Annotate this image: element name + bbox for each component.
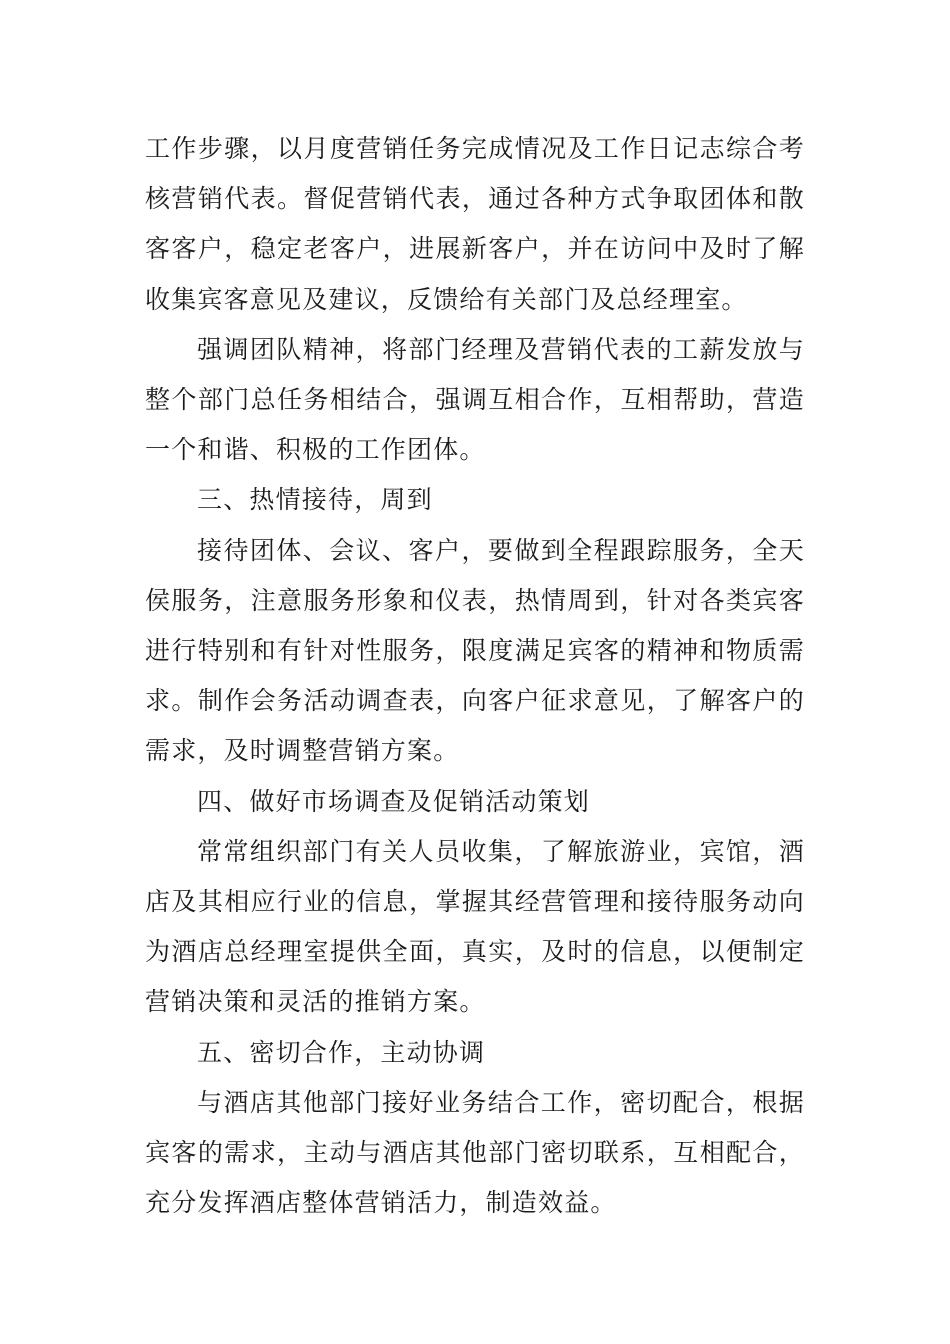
section-heading-market-research: 四、做好市场调查及促销活动策划 — [197, 786, 591, 816]
document-body — [145, 124, 805, 1228]
paragraph-work-steps: 工作步骤，以月度营销任务完成情况及工作日记志综合考核营销代表。督促营销代表，通过各种方式争取团体和散客客户，稳定老客户，进展新客户，并在访问中及时了解收集宾客意见及建议，反馈给有关部门及总经理室。 — [145, 134, 805, 314]
section-heading-reception: 三、热情接待，周到 — [197, 485, 433, 515]
paragraph-cooperation: 与酒店其他部门接好业务结合工作，密切配合，根据宾客的需求，主动与酒店其他部门密切联系，互相配合，充分发挥酒店整体营销活力，制造效益。 — [145, 1087, 805, 1218]
paragraph-market-research: 常常组织部门有关人员收集，了解旅游业，宾馆，酒店及其相应行业的信息，掌握其经营管理和接待服务动向为酒店总经理室提供全面，真实，及时的信息，以便制定营销决策和灵活的推销方案。 — [145, 836, 805, 1017]
paragraph-reception: 接待团体、会议、客户，要做到全程跟踪服务，全天侯服务，注意服务形象和仪表，热情周到，针对各类宾客进行特别和有针对性服务，限度满足宾客的精神和物质需求。制作会务活动调查表，向客户征求意见，了解客户的需求，及时调整营销方案。 — [145, 535, 805, 766]
section-heading-cooperation: 五、密切合作，主动协调 — [197, 1037, 486, 1067]
paragraph-team-spirit: 强调团队精神，将部门经理及营销代表的工薪发放与整个部门总任务相结合，强调互相合作，互相帮助，营造一个和谐、积极的工作团体。 — [145, 334, 805, 465]
